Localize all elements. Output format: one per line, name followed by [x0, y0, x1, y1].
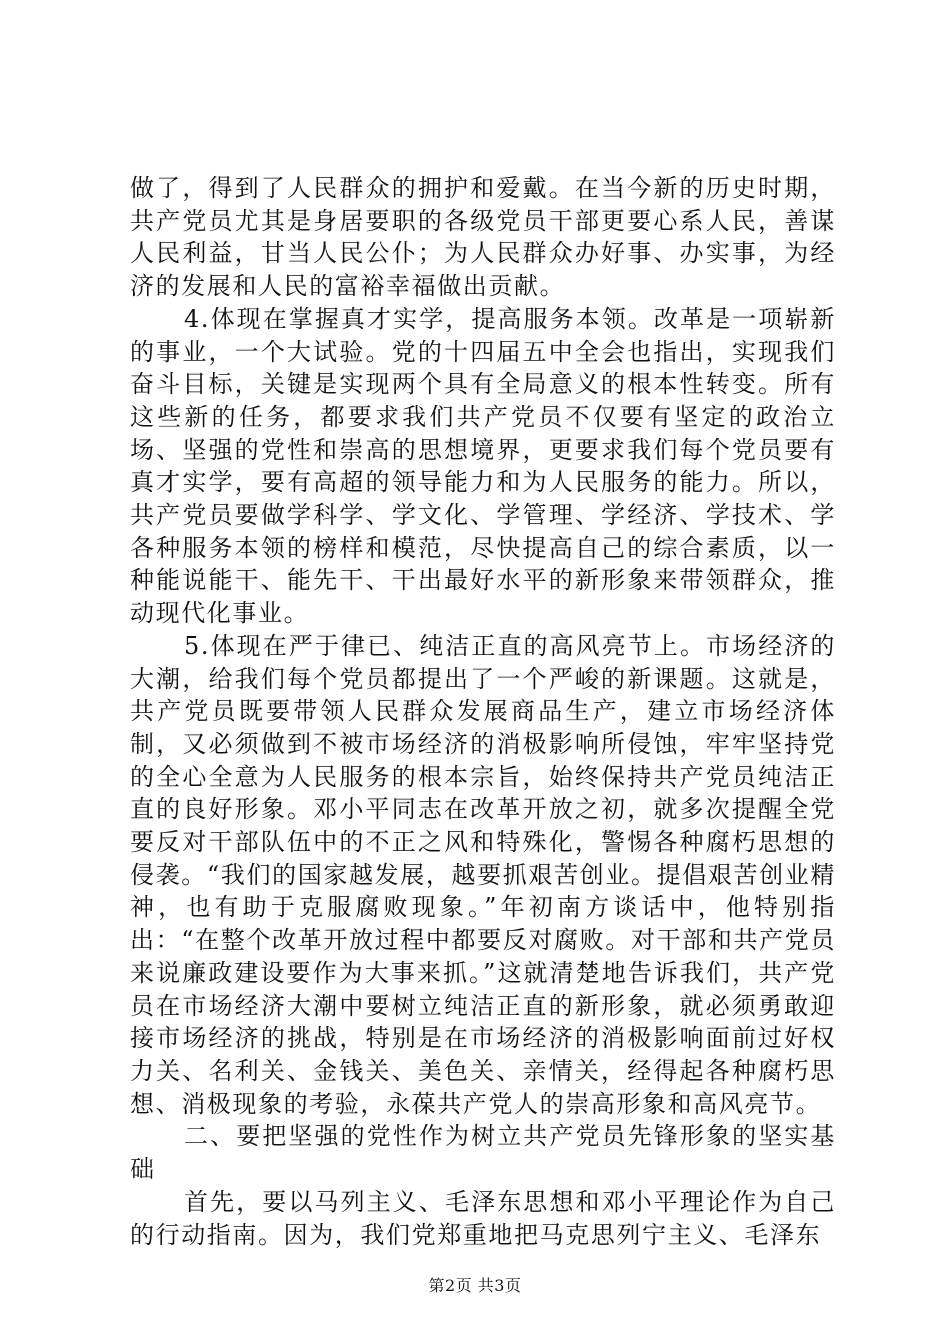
page-footer: 第2页 共3页	[428, 1276, 522, 1295]
paragraph-point-4: 4.体现在掌握真才实学，提高服务本领。改革是一项崭新的事业，一个大试验。党的十四届五中全会也指出，实现我们奋斗目标，关键是实现两个具有全局意义的根本性转变。所有这些新的任务，都要求我们共产党员不仅要有坚定的政治立场、坚强的党性和崇高的思想境界，更要求我们每个党员要有真才实学，要有高超的领导能力和为人民服务的能力。所以，共产党员要做学科学、学文化、学管理、学经济、学技术、学各种服务本领的榜样和模范，尽快提高自己的综合素质，以一种能说能干、能先干、干出最好水平的新形象来带领群众，推动现代化事业。	[130, 304, 836, 628]
section-heading-2: 二、要把坚强的党性作为树立共产党员先锋形象的坚实基础	[130, 1122, 836, 1184]
paragraph-first: 首先，要以马列主义、毛泽东思想和邓小平理论作为自己的行动指南。因为，我们党郑重地把马克思列宁主义、毛泽东	[130, 1187, 836, 1249]
document-body	[130, 172, 836, 1251]
paragraph-point-5: 5.体现在严于律已、纯洁正直的高风亮节上。市场经济的大潮，给我们每个党员都提出了一个严峻的新课题。这就是，共产党员既要带领人民群众发展商品生产，建立市场经济体制，又必须做到不被市场经济的消极影响所侵蚀，牢牢坚持党的全心全意为人民服务的根本宗旨，始终保持共产党员纯洁正直的良好形象。邓小平同志在改革开放之初，就多次提醒全党要反对干部队伍中的不正之风和特殊化，警惕各种腐朽思想的侵袭。“我们的国家越发展，越要抓艰苦创业。提倡艰苦创业精神，也有助于克服腐败现象。”年初南方谈话中，他特别指出：“在整个改革开放过程中都要反对腐败。对干部和共产党员来说廉政建设要作为大事来抓。”这就清楚地告诉我们，共产党员在市场经济大潮中要树立纯洁正直的新形象，就必须勇敢迎接市场经济的挑战，特别是在市场经济的消极影响面前过好权力关、名利关、金钱关、美色关、亲情关，经得起各种腐朽思想、消极现象的考验，永葆共产党人的崇高形象和高风亮节。	[130, 631, 836, 1118]
paragraph-continuation: 做了，得到了人民群众的拥护和爱戴。在当今新的历史时期，共产党员尤其是身居要职的各级党员干部更要心系人民，善谋人民利益，甘当人民公仆；为人民群众办好事、办实事，为经济的发展和人民的富裕幸福做出贡献。	[130, 174, 836, 301]
